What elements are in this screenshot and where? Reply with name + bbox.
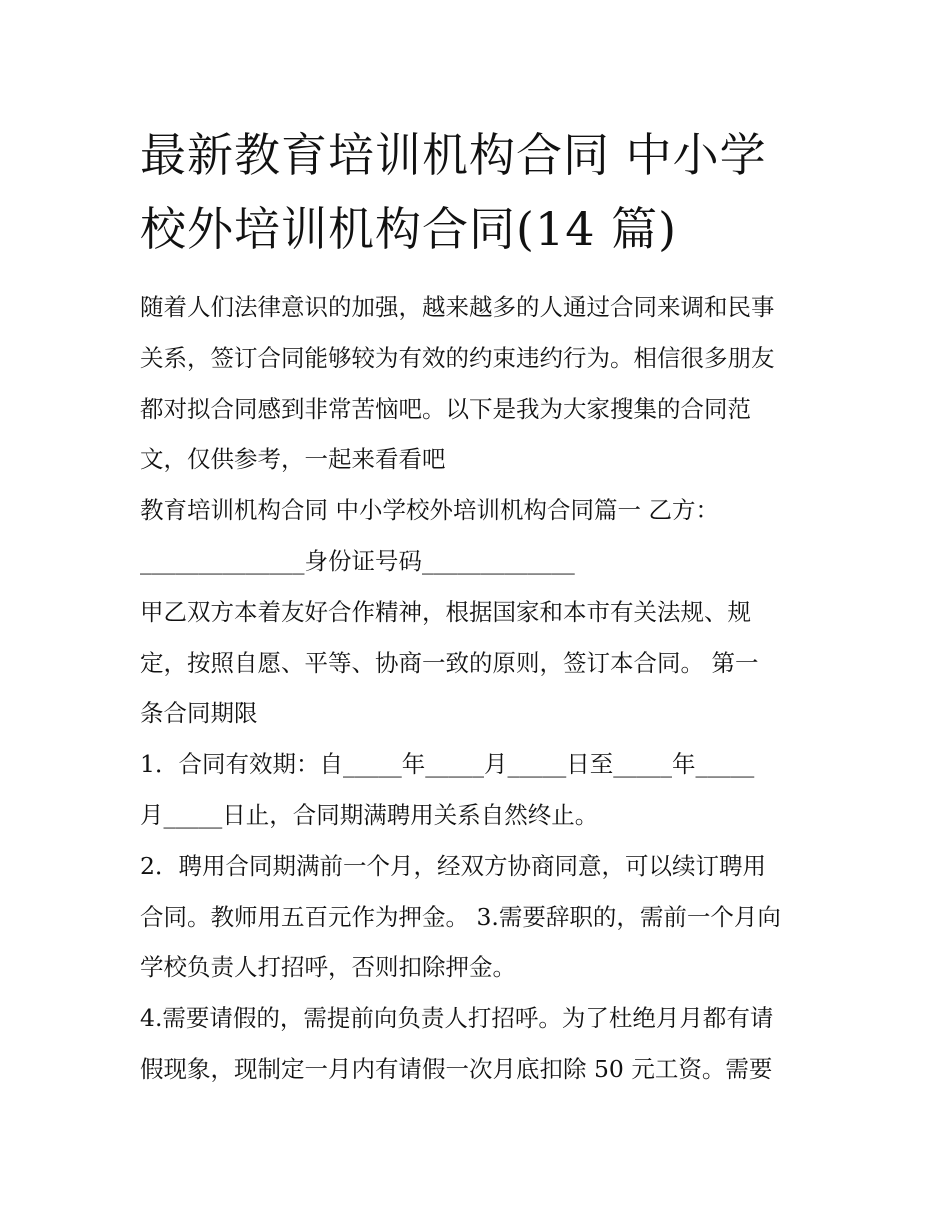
body-line: ______________身份证号码_____________	[140, 546, 575, 575]
document-body	[140, 282, 781, 1095]
title-line: 最新教育培训机构合同 中小学	[140, 128, 767, 182]
document-title	[140, 118, 767, 266]
body-line: 定，按照自愿、平等、协商一致的原则，签订本合同。 第一	[140, 648, 759, 677]
body-line: 教育培训机构合同 中小学校外培训机构合同篇一 乙方：	[140, 496, 719, 525]
body-line: 1．合同有效期：自_____年_____月_____日至_____年_____	[140, 750, 755, 779]
body-line: 学校负责人打招呼，否则扣除押金。	[140, 953, 516, 982]
title-line: 校外培训机构合同(14 篇)	[140, 202, 678, 256]
body-line: 合同。教师用五百元作为押金。 3.需要辞职的，需前一个月向	[140, 902, 781, 931]
body-line: 4.需要请假的，需提前向负责人打招呼。为了杜绝月月都有请	[140, 1004, 774, 1033]
body-line: 随着人们法律意识的加强，越来越多的人通过合同来调和民事	[140, 293, 775, 321]
body-line: 甲乙双方本着友好合作精神，根据国家和本市有关法规、规	[140, 597, 751, 626]
body-line: 月_____日止，合同期满聘用关系自然终止。	[140, 800, 599, 829]
body-line: 文，仅供参考，一起来看看吧	[140, 445, 446, 474]
body-line: 关系，签订合同能够较为有效的约束违约行为。相信很多朋友	[140, 343, 775, 372]
body-line: 条合同期限	[140, 699, 258, 728]
body-line: 假现象，现制定一月内有请假一次月底扣除 50 元工资。需要	[140, 1054, 773, 1083]
body-line: 都对拟合同感到非常苦恼吧。以下是我为大家搜集的合同范	[140, 394, 751, 423]
body-line: 2．聘用合同期满前一个月，经双方协商同意，可以续订聘用	[140, 851, 766, 880]
